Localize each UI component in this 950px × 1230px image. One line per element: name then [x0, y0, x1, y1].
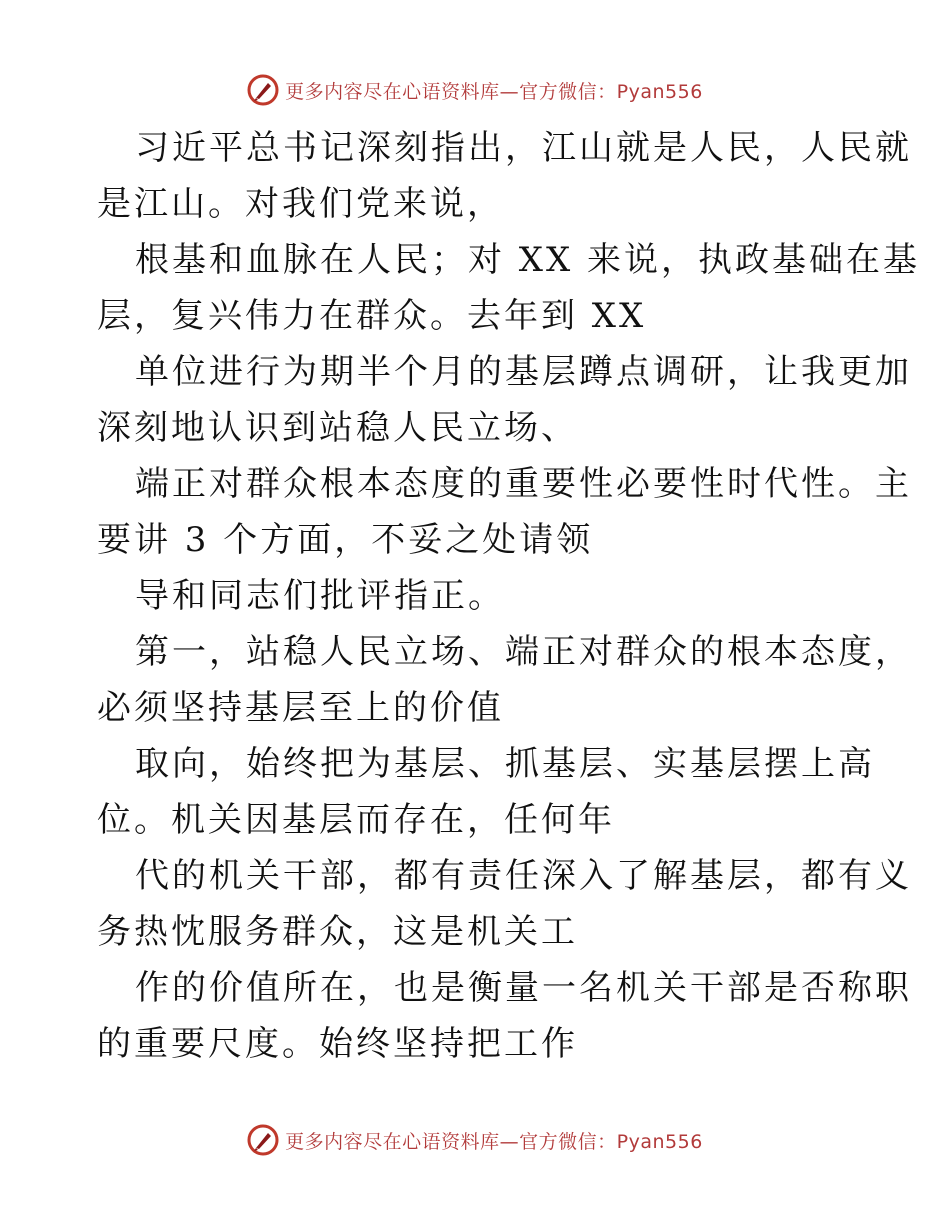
- banner-text: 更多内容尽在心语资料库—官方微信：Pyan556: [285, 1130, 703, 1153]
- paragraph-line: 根基和血脉在人民；对 XX 来说，执政基础在基: [135, 240, 921, 280]
- paragraph-line: 作的价值所在，也是衡量一名机关干部是否称职: [135, 968, 912, 1008]
- paragraph-line: 的重要尺度。始终坚持把工作: [97, 1024, 578, 1064]
- document-body: [97, 120, 921, 1072]
- paragraph-line: 取向，始终把为基层、抓基层、实基层摆上高: [135, 744, 875, 784]
- header-banner: [0, 70, 950, 110]
- paragraph-line: 导和同志们批评指正。: [135, 576, 505, 616]
- paragraph-line: 单位进行为期半个月的基层蹲点调研，让我更加: [135, 352, 912, 392]
- paragraph-line: 是江山。对我们党来说，: [97, 184, 504, 224]
- paragraph-line: 层，复兴伟力在群众。去年到 XX: [97, 296, 647, 336]
- paragraph-line: 必须坚持基层至上的价值: [97, 688, 504, 728]
- quill-pen-logo-icon: [247, 74, 279, 106]
- paragraph-line: 要讲 3 个方面，不妥之处请领: [97, 520, 594, 560]
- paragraph-line: 习近平总书记深刻指出，江山就是人民，人民就: [135, 128, 912, 168]
- paragraph-line: 务热忱服务群众，这是机关工: [97, 912, 578, 952]
- quill-pen-logo-icon: [247, 1124, 279, 1156]
- paragraph-line: 位。机关因基层而存在，任何年: [97, 800, 615, 840]
- paragraph-line: 代的机关干部，都有责任深入了解基层，都有义: [135, 856, 912, 896]
- paragraph-line: 第一，站稳人民立场、端正对群众的根本态度，: [135, 632, 912, 672]
- paragraph-line: 端正对群众根本态度的重要性必要性时代性。主: [135, 464, 912, 504]
- footer-banner: [0, 1120, 950, 1160]
- banner-text: 更多内容尽在心语资料库—官方微信：Pyan556: [285, 80, 703, 103]
- paragraph-line: 深刻地认识到站稳人民立场、: [97, 408, 578, 448]
